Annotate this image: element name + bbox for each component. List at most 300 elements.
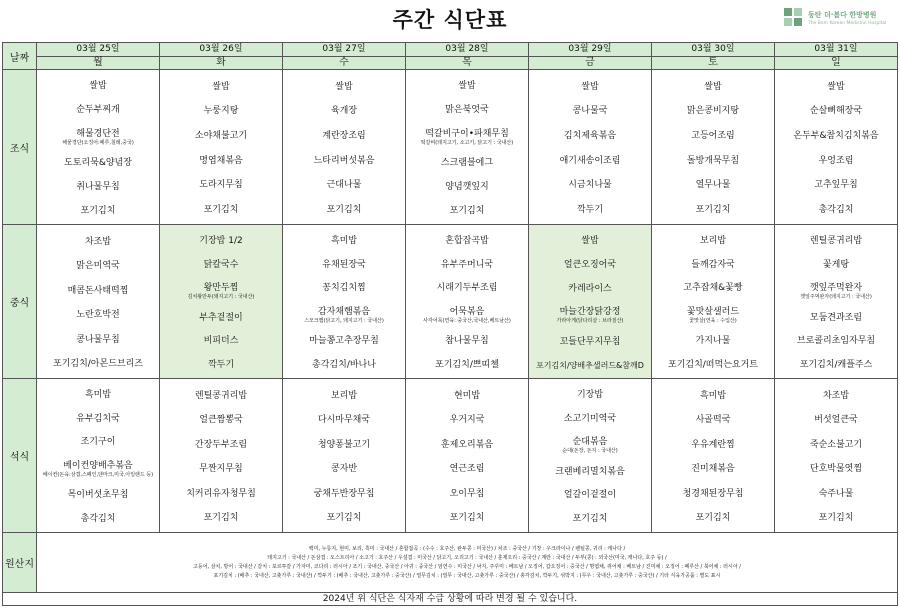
menu-item	[450, 485, 485, 500]
menu-item	[668, 356, 758, 371]
dish-name: 노란호박전	[76, 310, 120, 321]
meal-label: 석식	[3, 379, 37, 533]
dish-name: 시래기두부조림	[436, 283, 498, 294]
menu-item	[683, 485, 744, 500]
menu-item	[564, 127, 616, 142]
menu-item	[204, 509, 239, 524]
menu-item	[441, 154, 493, 169]
origin-info	[37, 533, 898, 593]
hospital-subtitle: The Bom Korean Medicine Hospital	[808, 21, 887, 26]
weekly-menu-table	[2, 42, 898, 606]
dish-name: 쌀밥	[335, 81, 353, 92]
menu-item	[696, 201, 731, 216]
menu-item	[312, 356, 376, 371]
dish-name: 깻잎주먹완자	[809, 283, 863, 294]
dish-name: 맑은콩비지탕	[686, 106, 740, 117]
menu-item	[814, 411, 857, 426]
menu-item	[53, 355, 143, 370]
dish-name: 포기김치/쁘띠첼	[435, 359, 499, 370]
dish-name: 참나물무침	[445, 336, 489, 347]
menu-item-list	[283, 70, 405, 224]
menu-item-list	[37, 379, 159, 532]
menu-item	[195, 387, 247, 402]
dish-name: 죽순소불고기	[809, 439, 863, 450]
dish-name: 취나물무침	[76, 181, 120, 192]
menu-item-list	[160, 225, 282, 378]
dish-name: 우유계란찜	[691, 439, 735, 450]
menu-item	[454, 387, 480, 402]
dish-name: 포기김치/캐플주스	[799, 359, 873, 370]
dish-name: 육개장	[330, 106, 358, 117]
dish-origin-note: 김치왕만두(돼지고기 : 국내산)	[187, 294, 255, 301]
dish-name: 포기김치	[449, 205, 485, 216]
menu-item	[199, 460, 242, 475]
origin-line: 고등어, 삼치, 방어 : 국내산 / 갈치 : 포르투갈 / 가자미, 코다리 : 러시아 / 조기 : 국내산, 중국산 / 아귀 : 중국산 / 임연수 : 미국산 / 낙지, 주꾸미 : 베트남 / 오징어, 갑오징어 : 중국산 / 명엽채, 쥐어채 : 베트남 / 진미채 : 오징어 : 페루산 / 북어채 : 러시아 /	[193, 563, 741, 570]
dish-name: 궁채두반장무침	[313, 488, 375, 499]
menu-item	[810, 309, 862, 324]
dish-name: 느타리버섯볶음	[313, 155, 375, 166]
weekday-header: 화	[160, 57, 283, 70]
dish-name: 렌틸콩귀리밥	[809, 236, 863, 247]
menu-cell	[37, 379, 160, 533]
menu-item-list	[160, 379, 282, 532]
menu-item	[823, 387, 849, 402]
dish-name: 가지나물	[695, 336, 731, 347]
dish-name: 쌀밥	[827, 81, 845, 92]
menu-item	[562, 433, 617, 454]
menu-item	[199, 232, 242, 247]
footer-note: 2024년 위 식단은 식자재 수급 상황에 따라 변경 될 수 있습니다.	[3, 593, 898, 606]
dish-name: 차조밥	[84, 236, 112, 247]
hospital-logo-icon	[782, 6, 804, 28]
dish-name: 왕만두찜	[203, 283, 239, 294]
menu-item	[186, 485, 256, 500]
menu-item	[573, 102, 608, 117]
menu-item	[199, 309, 242, 324]
dish-name: 보리밥	[699, 236, 727, 247]
menu-item	[81, 510, 116, 525]
dish-name: 콩자반	[330, 464, 358, 475]
weekday-header: 토	[652, 57, 775, 70]
dish-name: 스크램블에그	[440, 158, 494, 169]
dish-name: 얼큰오징어국	[563, 259, 617, 270]
dish-name: 비피더스	[203, 336, 239, 347]
menu-item	[335, 78, 352, 93]
menu-item-list	[406, 379, 528, 532]
menu-item	[327, 509, 362, 524]
menu-item	[555, 463, 625, 478]
menu-item	[577, 201, 603, 216]
menu-item	[568, 176, 611, 191]
dish-name: 얼큰짬뽕국	[199, 415, 243, 426]
menu-cell	[652, 70, 775, 225]
menu-item-list	[652, 379, 774, 532]
menu-item	[435, 356, 499, 371]
menu-item-list	[406, 225, 528, 378]
menu-item	[793, 127, 878, 142]
menu-item	[423, 303, 511, 324]
menu-item	[810, 102, 862, 117]
menu-item	[445, 101, 488, 116]
dish-name: 양념깻잎지	[445, 181, 489, 192]
dish-name: 쌀밥	[89, 81, 107, 92]
menu-item	[691, 256, 734, 271]
menu-item	[199, 152, 242, 167]
dish-name: 김치제육볶음	[563, 131, 617, 142]
dish-name: 콩나물국	[572, 106, 608, 117]
dish-name: 포기김치	[326, 513, 362, 524]
menu-item	[445, 178, 488, 193]
meal-row	[3, 225, 898, 379]
dish-name: 우엉조림	[818, 155, 854, 166]
dish-name: 포기김치/떠먹는요거트	[668, 359, 758, 370]
date-header: 03월 31일	[775, 43, 898, 57]
menu-item	[450, 460, 485, 475]
dish-name: 쌀밥	[458, 81, 476, 92]
menu-item-list	[529, 379, 651, 532]
dish-name: 근대나물	[326, 180, 362, 191]
menu-item	[43, 457, 153, 478]
date-header: 03월 28일	[406, 43, 529, 57]
dish-name: 유부주머니국	[440, 259, 494, 270]
menu-item	[819, 152, 854, 167]
dish-name: 들깨감자국	[691, 259, 735, 270]
dish-name: 목이버섯초무침	[67, 490, 129, 501]
dish-name: 단호박물엿찜	[809, 464, 863, 475]
dish-name: 포기김치	[203, 205, 239, 216]
dish-name: 떡갈비구이•파채무침	[425, 128, 509, 139]
dish-name: 브로콜리초임자무침	[796, 336, 876, 347]
dish-name: 온두부&참치김치볶음	[793, 131, 879, 142]
dish-name: 누룽지탕	[203, 106, 239, 117]
menu-cell	[775, 379, 898, 533]
menu-item	[327, 176, 362, 191]
origin-line: 포기김치 : (배추 : 국내산, 고춧가루 : 국내산) / 깍두기 : (배추 : 국내산, 고춧가루 : 중국산) / 열무김치 : (열무 : 국내산, 고춧가루 : 중국산) / 총각김치, 깍두기, 섞박지 : (무우 : 국내산, 고춧가루 : 중국산) / 기타 식육가공품 : 별도 표시	[213, 572, 721, 579]
dish-name: 명엽채볶음	[199, 155, 243, 166]
dish-origin-note: 떡갈비(돼지고기, 소고기, 닭고기 : 국내산)	[420, 139, 514, 146]
menu-item	[450, 202, 485, 217]
menu-item	[810, 460, 862, 475]
dish-name: 맑은미역국	[76, 261, 120, 272]
dish-name: 도토리묵&양념장	[64, 158, 132, 169]
menu-item	[322, 279, 365, 294]
date-header: 03월 29일	[529, 43, 652, 57]
menu-item-list	[283, 379, 405, 532]
dish-name: 깍두기	[576, 205, 604, 216]
meal-row	[3, 70, 898, 225]
dish-name: 고등어조림	[691, 131, 735, 142]
dish-origin-note: 깻잎주먹완자(돼지고기 : 국내산)	[800, 294, 872, 301]
dish-name: 흑미밥	[330, 236, 358, 247]
dish-name: 소고기미역국	[563, 413, 617, 424]
menu-item	[304, 303, 384, 324]
dish-name: 차조밥	[822, 390, 850, 401]
menu-item	[683, 279, 742, 294]
menu-item	[89, 77, 106, 92]
dish-name: 우거지국	[449, 415, 485, 426]
menu-item	[557, 303, 624, 324]
menu-item	[81, 202, 116, 217]
menu-cell	[529, 379, 652, 533]
dish-name: 렌틸콩귀리밥	[194, 390, 248, 401]
date-header: 03월 30일	[652, 43, 775, 57]
dish-name: 매콤돈사태떡찜	[67, 285, 129, 296]
menu-item	[704, 78, 721, 93]
menu-item	[819, 509, 854, 524]
meal-row	[3, 379, 898, 533]
menu-item	[814, 176, 857, 191]
menu-item	[560, 333, 621, 348]
menu-item	[687, 303, 739, 324]
menu-item	[564, 256, 616, 271]
menu-item-list	[775, 379, 897, 532]
dish-origin-note: 가라아게(닭다리살 : 브라질산)	[556, 318, 624, 325]
menu-cell	[283, 70, 406, 225]
dish-name: 꽃게탕	[822, 259, 850, 270]
menu-item	[445, 332, 488, 347]
dish-name: 순두부찌개	[76, 104, 120, 115]
menu-item	[81, 433, 116, 448]
dish-name: 연근조림	[449, 464, 485, 475]
dish-name: 치커리유자청무침	[186, 488, 256, 499]
dish-name: 간장두부조림	[194, 439, 248, 450]
menu-item	[568, 280, 611, 295]
menu-item	[560, 152, 621, 167]
menu-item	[564, 410, 616, 425]
menu-item-list	[775, 70, 897, 224]
dish-name: 꼬들단무지무침	[559, 336, 621, 347]
dish-name: 다시마무채국	[317, 415, 371, 426]
menu-item	[204, 102, 239, 117]
dish-name: 포기김치	[80, 205, 116, 216]
dish-name: 총각김치	[80, 513, 116, 524]
menu-item	[687, 152, 739, 167]
dish-name: 포기김치	[449, 513, 485, 524]
weekday-header: 일	[775, 57, 898, 70]
dish-name: 포기김치	[203, 513, 239, 524]
menu-item	[819, 201, 854, 216]
dish-name: 깍두기	[207, 359, 235, 370]
dish-name: 순대볶음	[572, 437, 608, 448]
menu-item	[199, 176, 242, 191]
date-header: 03월 25일	[37, 43, 160, 57]
dish-origin-note: 스모크햄(닭고기, 돼지고기 : 국내산)	[304, 317, 384, 324]
menu-item	[823, 256, 849, 271]
dish-name: 맑은북엇국	[445, 104, 489, 115]
menu-cell	[160, 70, 283, 225]
menu-cell	[37, 70, 160, 225]
dish-name: 포기김치	[695, 513, 731, 524]
dish-name: 훈제오리볶음	[440, 439, 494, 450]
dish-name: 흑미밥	[699, 390, 727, 401]
dish-name: 열무나물	[695, 180, 731, 191]
menu-cell	[652, 379, 775, 533]
footer-row	[3, 593, 898, 606]
weekday-header: 금	[529, 57, 652, 70]
origin-line: 돼지고기 : 국내산 / 돈삼겹 : 오스트리아 / 소고기 : 호주산 / 우설겹 : 미국산 / 닭고기, 오리고기 : 국내산 / 훈제오리 : 중국산 / 계란 : 국내산 / 두부(콩) : 외국산(미국, 캐나다, 호주 등) /	[267, 554, 667, 561]
dish-name: 혼합잡곡밥	[445, 236, 489, 247]
menu-cell	[283, 225, 406, 379]
dish-name: 유채된장국	[322, 259, 366, 270]
menu-item	[76, 410, 119, 425]
dish-name: 계란장조림	[322, 131, 366, 142]
menu-item	[64, 154, 132, 169]
menu-item	[85, 386, 111, 401]
dish-name: 고추잎무침	[814, 180, 858, 191]
menu-item	[450, 411, 485, 426]
menu-item	[212, 78, 229, 93]
dish-name: 카레라이스	[568, 283, 612, 294]
dish-name: 버섯얼큰국	[814, 415, 858, 426]
menu-item	[76, 331, 119, 346]
dish-name: 꽃맛살샐러드	[686, 306, 740, 317]
dish-name: 사골떡국	[695, 415, 731, 426]
menu-item	[800, 356, 873, 371]
menu-item	[687, 102, 739, 117]
menu-item	[204, 201, 239, 216]
menu-item	[62, 125, 134, 146]
menu-item	[819, 485, 854, 500]
menu-item	[810, 436, 862, 451]
menu-item-list	[37, 70, 159, 224]
menu-item	[188, 279, 255, 300]
origin-line: 백미, 누룽지, 현미, 보리, 흑미 : 국내산 / 혼합잡곡 : (수수 : 호주산, 완두콩 : 미국산) / 차조 : 중국산 / 기장 : 우크라이나 / 렌틸콩, 귀리 : 캐나다 /	[308, 545, 626, 552]
dish-name: 해물경단전	[76, 128, 120, 139]
dish-name: 포기김치	[695, 205, 731, 216]
menu-item	[564, 486, 616, 501]
menu-item-list	[529, 70, 651, 224]
dish-name: 쌀밥	[704, 81, 722, 92]
menu-item-list	[652, 70, 774, 224]
menu-item	[577, 386, 603, 401]
menu-item	[827, 78, 844, 93]
menu-cell	[406, 225, 529, 379]
dish-name: 진미채볶음	[691, 464, 735, 475]
dish-name: 애기새송이조림	[559, 155, 621, 166]
dish-name: 고추잡채&꽃빵	[683, 283, 743, 294]
meal-label: 중식	[3, 225, 37, 379]
dish-name: 기장밥	[576, 390, 604, 401]
origin-label: 원산지	[3, 533, 37, 593]
menu-item	[445, 232, 488, 247]
dish-name: 마늘간장닭강정	[559, 307, 621, 318]
weekday-header: 목	[406, 57, 529, 70]
menu-item	[696, 411, 731, 426]
dish-name: 청경채된장무침	[682, 488, 744, 499]
menu-item	[458, 77, 475, 92]
dish-name: 쌀밥	[581, 81, 599, 92]
dish-name: 흑미밥	[84, 390, 112, 401]
weekday-header: 월	[37, 57, 160, 70]
menu-item	[322, 256, 365, 271]
dish-name: 현미밥	[453, 390, 481, 401]
menu-item	[314, 485, 375, 500]
menu-cell	[283, 379, 406, 533]
menu-item	[76, 257, 119, 272]
menu-cell	[37, 225, 160, 379]
weekday-header: 수	[283, 57, 406, 70]
menu-item	[536, 357, 644, 371]
dish-name: 소야채불고기	[194, 131, 248, 142]
menu-item	[322, 127, 365, 142]
dish-name: 오이무침	[449, 488, 485, 499]
page-title: 주간 식단표	[392, 8, 508, 32]
menu-item	[797, 332, 875, 347]
menu-item-list	[160, 70, 282, 224]
dish-name: 콩나물무침	[76, 334, 120, 345]
origin-row	[3, 533, 898, 593]
dish-name: 쌀밥	[581, 236, 599, 247]
dish-name: 마늘쫑고추장무침	[309, 336, 379, 347]
menu-item	[691, 436, 734, 451]
menu-item	[318, 411, 370, 426]
dish-name: 조기구이	[80, 437, 116, 448]
menu-cell	[529, 70, 652, 225]
dish-name: 숙주나물	[818, 488, 854, 499]
dish-name: 꽁치김치찜	[322, 283, 366, 294]
menu-item	[76, 178, 119, 193]
dish-origin-note: 해물경단(오징어:페루,칠레,중국)	[62, 139, 134, 146]
menu-cell	[775, 225, 898, 379]
menu-item	[437, 279, 498, 294]
dish-name: 총각김치/바나나	[312, 359, 376, 370]
weekday-row	[3, 57, 898, 70]
dish-name: 포기김치/양배추샐러드&참깨D	[536, 360, 644, 370]
menu-item-list	[406, 70, 528, 224]
menu-item	[421, 125, 513, 146]
menu-item	[331, 387, 357, 402]
dish-name: 보리밥	[330, 390, 358, 401]
dish-origin-note: 꽃맛살(연육 : 수입산)	[689, 317, 737, 324]
menu-item	[331, 232, 357, 247]
dish-name: 닭칼국수	[203, 259, 239, 270]
menu-cell	[652, 225, 775, 379]
menu-item-list	[529, 225, 651, 378]
dish-name: 포기김치	[572, 513, 608, 524]
menu-item	[76, 101, 119, 116]
dish-name: 순살뼈해장국	[809, 106, 863, 117]
menu-item-list	[652, 225, 774, 378]
menu-cell	[406, 379, 529, 533]
meal-label: 조식	[3, 70, 37, 225]
menu-cell	[775, 70, 898, 225]
menu-item-list	[775, 225, 897, 378]
menu-item	[331, 102, 357, 117]
dish-name: 베이컨양배추볶음	[63, 460, 133, 471]
menu-item	[195, 436, 247, 451]
dish-origin-note: 베이컨(돈육:삼겹,스페인,덴마크,미국,아일랜드 등)	[42, 471, 154, 478]
menu-item	[327, 201, 362, 216]
menu-cell	[160, 379, 283, 533]
dish-name: 얼갈이겉절이	[563, 490, 617, 501]
dish-name: 크랜베리멸치볶음	[555, 466, 625, 477]
menu-item	[314, 152, 375, 167]
menu-cell	[160, 225, 283, 379]
dish-name: 총각김치	[818, 205, 854, 216]
dish-name: 유부김치국	[76, 413, 120, 424]
menu-item	[691, 127, 734, 142]
menu-item	[450, 509, 485, 524]
menu-item	[68, 486, 129, 501]
dish-name: 무짠지무침	[199, 464, 243, 475]
menu-item-list	[283, 225, 405, 378]
dish-name: 도라지무침	[199, 180, 243, 191]
menu-item	[204, 332, 239, 347]
menu-item	[68, 282, 129, 297]
menu-item	[700, 232, 726, 247]
date-header: 03월 26일	[160, 43, 283, 57]
menu-item	[810, 232, 862, 247]
